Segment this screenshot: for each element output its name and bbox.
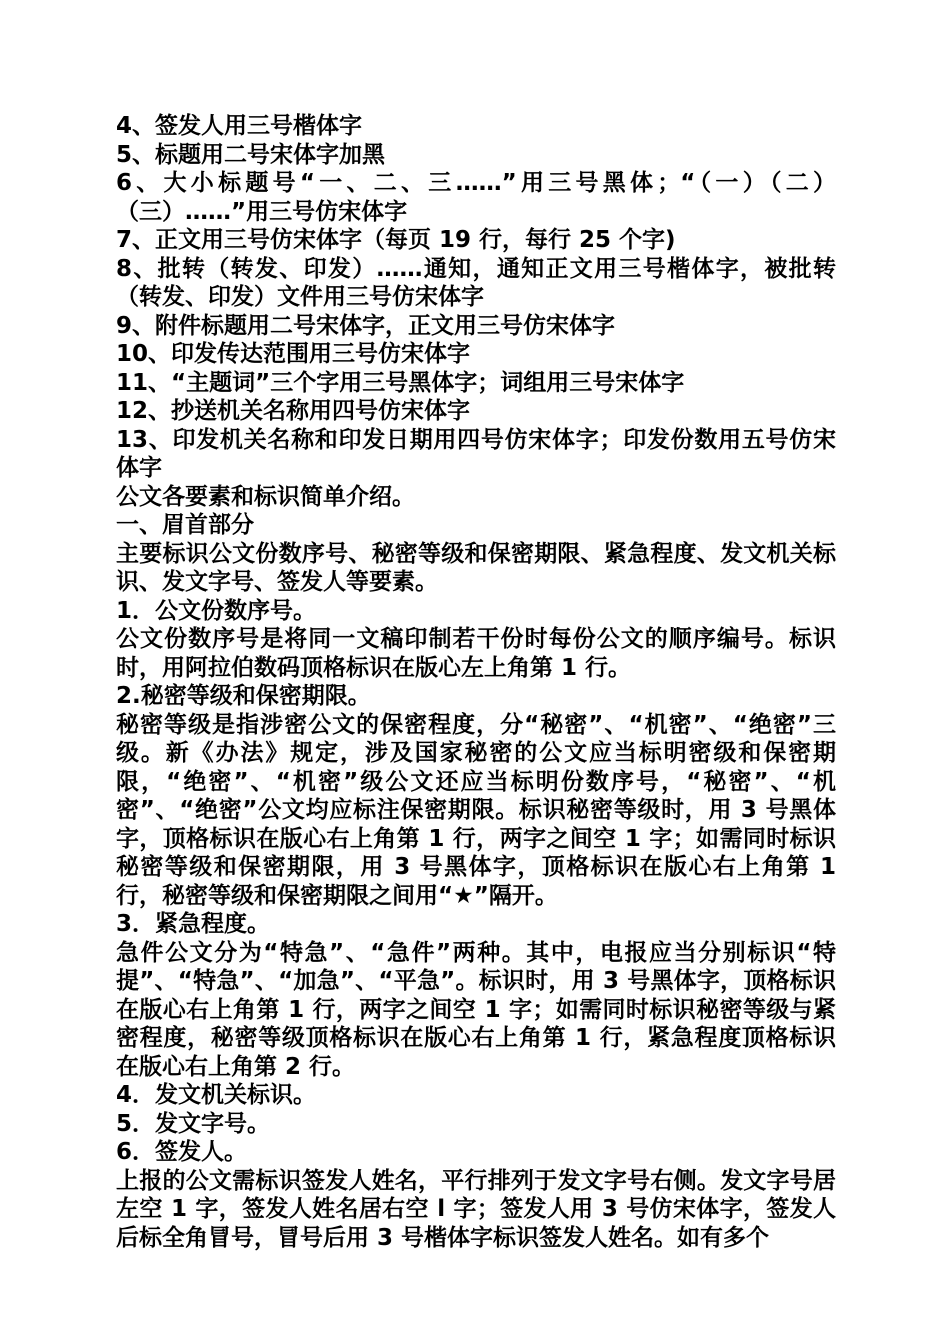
text-paragraph-15: 公文份数序号是将同一文稿印制若干份时每份公文的顺序编号。标识时，用阿拉伯数码顶格标识在版心左上角第 1 行。: [116, 626, 836, 681]
text-line-6: 9、附件标题用二号宋体字，正文用三号仿宋体字: [116, 312, 616, 339]
text-paragraph-5: 8、批转（转发、印发）……通知，通知正文用三号楷体字，被批转（转发、印发）文件用三号仿宋体字: [116, 255, 836, 310]
text-line-2: 5、标题用二号宋体字加黑: [116, 141, 386, 168]
subheading-5: 5．发文字号。: [116, 1110, 271, 1137]
subheading-2: 2.秘密等级和保密期限。: [116, 683, 371, 709]
text-line-8: 11、“主题词”三个字用三号黑体字；词组用三号宋体字: [116, 369, 685, 396]
text-paragraph-3: 6、大小标题号“一、二、三……”用三号黑体；“（一）（二）（三）……”用三号仿宋体字: [116, 170, 836, 225]
subheading-6: 6．签发人。: [116, 1139, 248, 1165]
text-paragraph-19: 急件公文分为“特急”、“急件”两种。其中，电报应当分别标识“特提”、“特急”、“加急”、“平急”。标识时，用 3 号黑体字，顶格标识在版心右上角第 1 行，两字之间空 1 字；如需同时标识秘密等级与紧密程度，秘密等级顶格标识在版心右上角第 1 行，紧急程度顶格标识在版心右上角第 2 行。: [116, 939, 836, 1080]
section-heading-1: 一、眉首部分: [116, 512, 254, 538]
text-paragraph-23: 上报的公文需标识签发人姓名，平行排列于发文字号右侧。发文字号居左空 1 字，签发人姓名居右空 l 字；签发人用 3 号仿宋体字，签发人后标全角冒号，冒号后用 3 号楷体字标识签发人姓名。如有多个: [116, 1167, 836, 1251]
text-line-9: 12、抄送机关名称用四号仿宋体字: [116, 398, 471, 424]
document-page: [116, 112, 836, 1252]
text-line-4: 7、正文用三号仿宋体字（每页 19 行，每行 25 个字): [116, 227, 676, 253]
subheading-4: 4．发文机关标识。: [116, 1082, 317, 1108]
text-paragraph-10: 13、印发机关名称和印发日期用四号仿宋体字；印发份数用五号仿宋体字: [116, 426, 836, 481]
section-intro: 公文各要素和标识简单介绍。: [116, 483, 415, 510]
subheading-1: 1．公文份数序号。: [116, 597, 317, 624]
text-line-7: 10、印发传达范围用三号仿宋体字: [116, 341, 471, 367]
text-line-1: 4、签发人用三号楷体字: [116, 113, 363, 139]
subheading-3: 3．紧急程度。: [116, 911, 271, 937]
text-paragraph-17: 秘密等级是指涉密公文的保密程度，分“秘密”、“机密”、“绝密”三级。新《办法》规定，涉及国家秘密的公文应当标明密级和保密期限，“绝密”、“机密”级公文还应当标明份数序号，“秘密”、“机密”、“绝密”公文均应标注保密期限。标识秘密等级时，用 3 号黑体字，顶格标识在版心右上角第 1 行，两字之间空 1 字；如需同时标识秘密等级和保密期限，用 3 号黑体字，顶格标识在版心右上角第 1 行，秘密等级和保密期限之间用“★”隔开。: [116, 711, 836, 909]
text-paragraph-13: 主要标识公文份数序号、秘密等级和保密期限、紧急程度、发文机关标识、发文字号、签发人等要素。: [116, 540, 836, 595]
